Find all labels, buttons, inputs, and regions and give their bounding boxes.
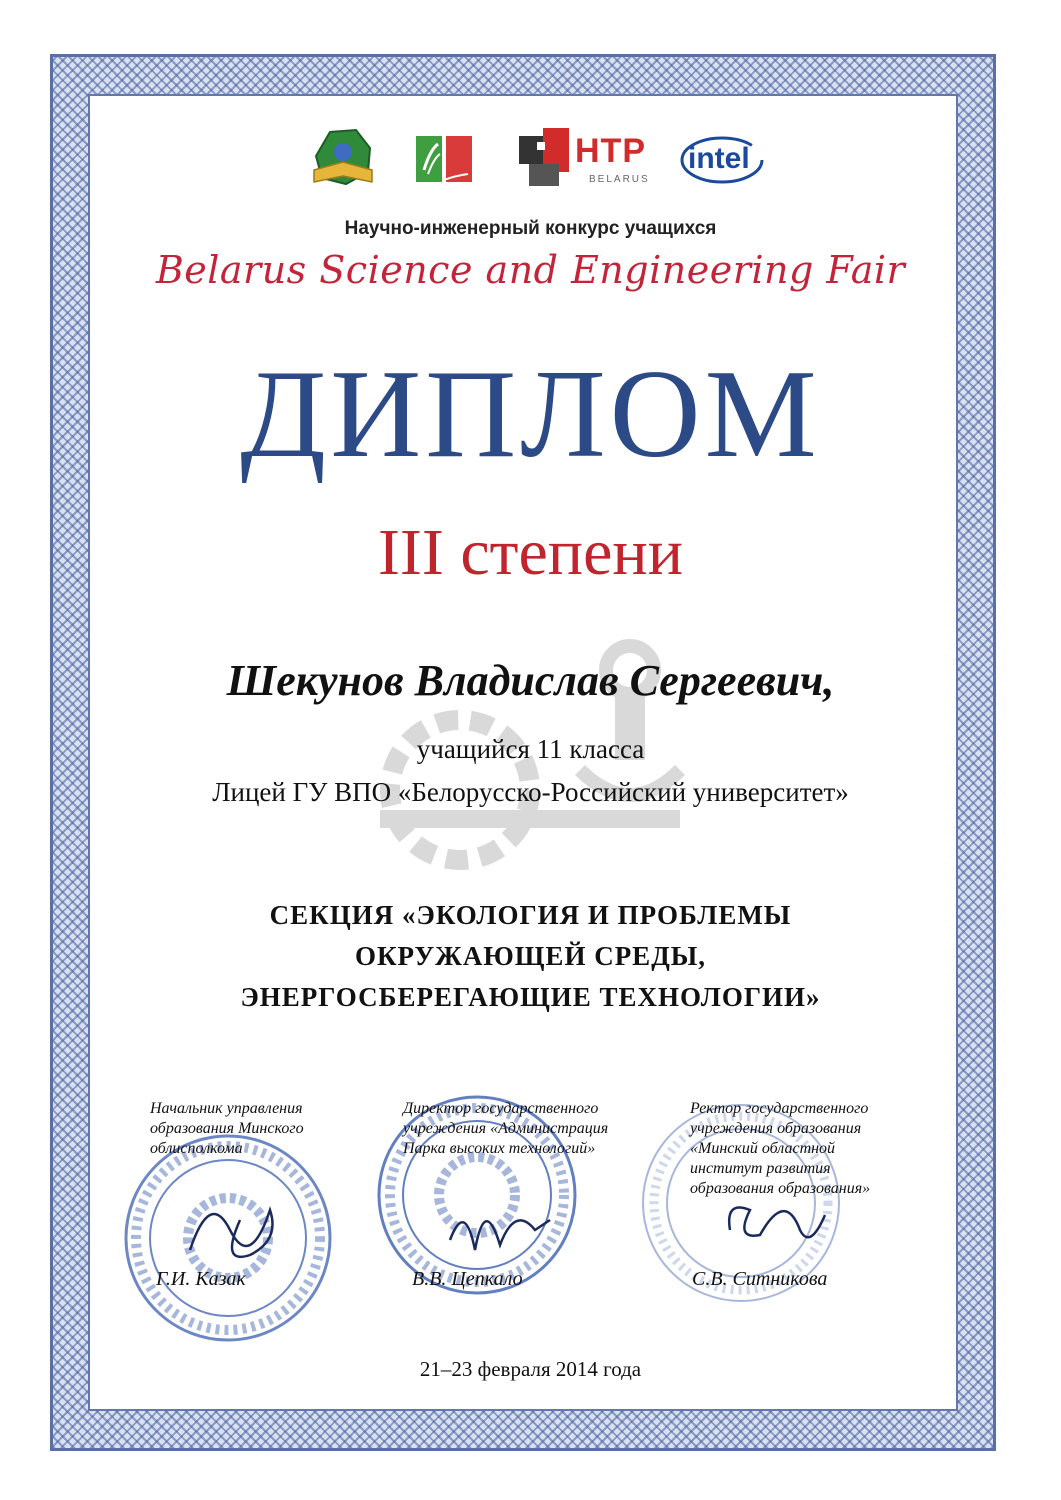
signatory-position-line: облисполкома [150,1140,243,1157]
signatory-position-line: учреждения образования [690,1120,862,1137]
signatory-name: Г.И. Казак [156,1268,246,1290]
signatory-position-line: Директор государственного [403,1100,599,1117]
fair-title: Belarus Science and Engineering Fair [155,248,906,292]
signatory-position-line: «Минский областной [690,1140,836,1157]
diploma-degree: III степени [377,516,684,589]
signatory-name: С.В. Ситникова [692,1268,828,1290]
signatory-position-line: учреждения «Администрация [403,1120,609,1137]
signatory-position-line: Ректор государственного [690,1100,869,1117]
recipient-grade: учащийся 11 класса [416,734,645,764]
sponsor-logos [0,118,1061,198]
recipient-name: Шекунов Владислав Сергеевич, [226,656,835,705]
signatory-position-line: образования образования» [690,1180,871,1197]
diploma-title: ДИПЛОМ [240,345,821,484]
signatory-position-line: образования Минского [150,1120,304,1137]
htp-logo-subtext: BELARUS [589,174,650,185]
htp-cube-icon [515,124,573,190]
minsk-region-emblem-icon [310,126,376,188]
education-book-icon [414,130,474,188]
handwritten-signature-icon [440,1180,560,1270]
signatory-position [403,1099,663,1159]
intel-logo-text: intel [688,142,750,175]
intel-logo [680,132,764,188]
htp-logo-text: НТР [575,132,646,170]
signatory-position-line: Начальник управления [150,1100,303,1117]
contest-title: Научно-инженерный конкурс учащихся [344,218,717,239]
event-date: 21–23 февраля 2014 года [419,1357,642,1381]
section-title [0,895,1061,1018]
section-line: СЕКЦИЯ «ЭКОЛОГИЯ И ПРОБЛЕМЫ [269,900,792,930]
signatory-name: В.В. Цепкало [412,1268,523,1290]
section-line: ОКРУЖАЮЩЕЙ СРЕДЫ, [354,941,707,971]
recipient-school: Лицей ГУ ВПО «Белорусско-Российский университет» [212,777,849,807]
htp-park-logo [515,124,655,194]
handwritten-signature-icon [180,1180,300,1270]
signatory-position-line: Парка высоких технологий» [403,1140,596,1157]
signatory-position-line: институт развития [690,1160,831,1177]
signatory-position [150,1099,360,1159]
section-line: ЭНЕРГОСБЕРЕГАЮЩИЕ ТЕХНОЛОГИИ» [240,982,821,1012]
signatory-position [690,1099,930,1199]
